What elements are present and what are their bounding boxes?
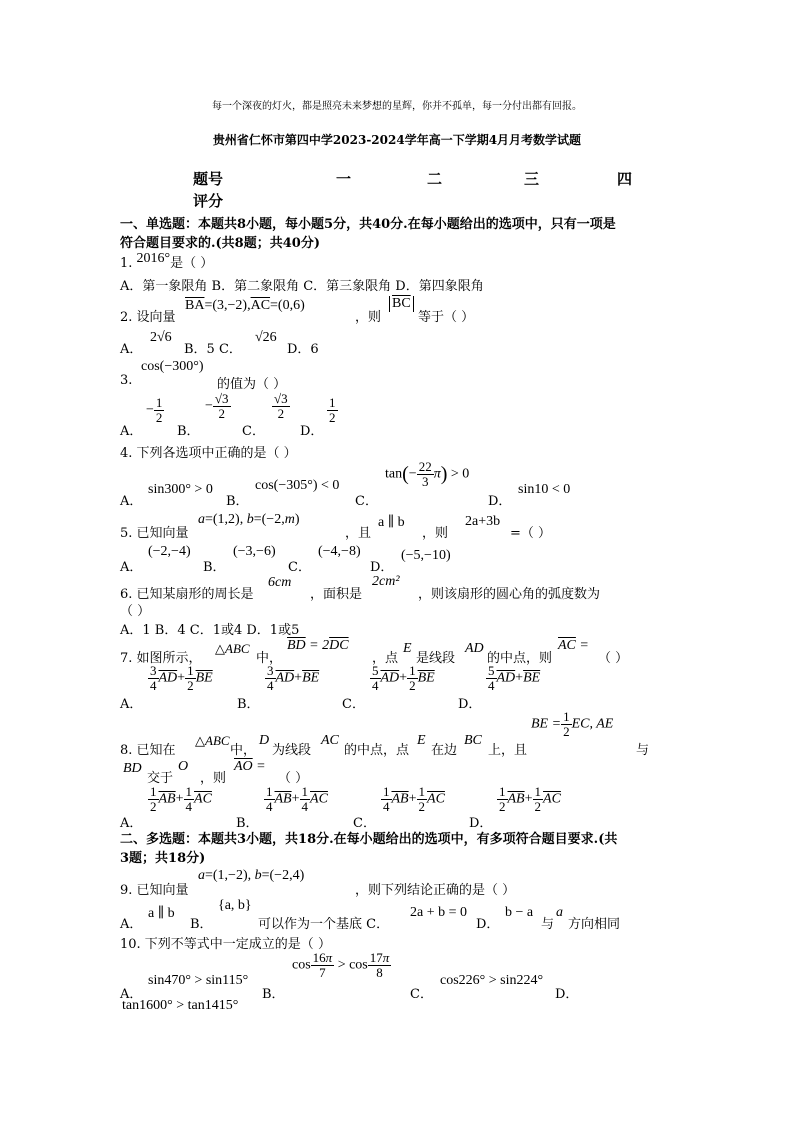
q8-num: 8. 已知在 [120, 743, 176, 758]
q9-option-d-t2: 方向相同 [568, 917, 621, 932]
score-table-header-label: 题号 [193, 170, 224, 188]
q2-tail: 等于（ ） [418, 310, 475, 325]
q5-then: ，则 [422, 526, 449, 541]
q8-t4: 在边 [431, 743, 458, 758]
q8-t8: ，则 [200, 771, 227, 786]
q5-option-a-math: (−2,−4) [148, 544, 191, 559]
q7-ad: AD [465, 641, 484, 656]
q2-math: $\overline{BA}=(3,-2),\overline{AC}=(0,6)$ [185, 298, 305, 313]
q9-option-a-math: a ∥ b [148, 906, 175, 921]
q4-option-c-label: C． [355, 494, 378, 509]
section-1-heading: 一、单选题：本题共8小题，每小题5分，共40分.在每小题给出的选项中，只有一项是 [120, 217, 616, 232]
q8-o: O [178, 759, 189, 774]
question-4: 4. 下列各选项中正确的是（ ） [120, 446, 297, 461]
question-1: 1. 2016°是（ ） [120, 251, 214, 271]
q4-option-a-label: A． [120, 494, 143, 509]
score-table-score-label: 评分 [193, 192, 224, 210]
q9-option-d-math: b − a [505, 905, 534, 920]
q4-option-d-label: D． [488, 494, 512, 509]
q7-option-c-math: $\frac{5}{4}$ $\overline{AD}+$ $\frac{1}{2}$ $\overline{BE}$ [372, 663, 435, 693]
q8-option-b-math: $\frac{1}{4}$ $\overline{AB}+$ $\frac{1}{4}$ $\overline{AC}$ [266, 784, 328, 814]
q4-option-b-math: cos(−305°) < 0 [255, 478, 340, 493]
q8-bd: BD [123, 761, 142, 776]
q6-options: A．1 B．4 C．1或4 D．1或5 [120, 623, 300, 638]
q3-math: cos(−300°) [141, 359, 204, 374]
q3-label-a: A． [120, 424, 143, 439]
q6-tail: ，则该扇形的圆心角的弧度数为 [418, 587, 601, 602]
q7-option-d-math: $\frac{5}{4}$ $\overline{AD}+\overline{BE}$ [488, 663, 541, 693]
q5-option-a-label: A． [120, 560, 143, 575]
score-table-col-1: 一 [336, 170, 352, 188]
section-2-heading-cont: 3题；共18分) [120, 851, 206, 866]
q10-option-c-math: cos226° > sin224° [440, 973, 544, 988]
q8-t1: 中， [230, 743, 257, 758]
q9-option-b-math: {a, b} [218, 898, 252, 913]
q2-option-d: D．6 [287, 342, 319, 357]
q5-cond: a ∥ b [378, 515, 405, 530]
q6-num: 6. 已知某扇形的周长是 [120, 587, 254, 602]
q8-label-c: C． [353, 816, 376, 831]
q9-option-d-a: a [556, 905, 563, 920]
q9-num: 9. 已知向量 [120, 883, 189, 898]
q8-tail: （ ） [278, 771, 309, 786]
q1-math: 2016° [136, 251, 171, 266]
q9-math: a=(1,−2), b=(−2,4) [198, 868, 305, 883]
q9-option-d-t1: 与 [541, 917, 555, 932]
q5-option-d-math: (−5,−10) [401, 548, 451, 563]
q2-option-a-label: A． [120, 342, 143, 357]
q7-label-b: B． [237, 697, 260, 712]
q9-option-d-label: D． [476, 917, 500, 932]
q10-option-d-math: tan1600° > tan1415° [122, 998, 239, 1013]
q3-option-b-frac: − $\frac{√3}{2}$ [205, 391, 229, 421]
q2-option-a-math: 2√6 [150, 330, 172, 345]
motto-text: 每一个深夜的灯火，都是照亮未来梦想的星辉，你并不孤单，每一分付出都有回报。 [212, 101, 582, 112]
q5-math: a=(1,2), b=(−2,m) [198, 512, 300, 527]
q10-option-b-math: cos $\frac{16\pi}{7}$ > cos $\frac{17\pi}{8}$ [292, 950, 390, 980]
q5-tail: =（ ） [510, 526, 552, 541]
q8-t5: 上，且 [488, 743, 528, 758]
q9-option-c-math: 2a + b = 0 [410, 905, 468, 920]
q8-option-d-math: $\frac{1}{2}$ $\overline{AB}+$ $\frac{1}{2}$ $\overline{AC}$ [499, 784, 561, 814]
q7-e: E [403, 641, 412, 656]
q7-mid4: 的中点，则 [487, 651, 553, 666]
q5-option-d-label: D． [370, 560, 394, 575]
q5-expr: 2a+3b [465, 514, 501, 529]
score-table-col-4: 四 [617, 170, 633, 188]
q8-t7: 交于 [147, 771, 174, 786]
q7-option-b-math: $\frac{3}{4}$ $\overline{AD}+\overline{BE}$ [267, 663, 320, 693]
q6-perimeter: 6cm [268, 575, 292, 590]
q8-cond: BE = $\frac{1}{2}$ EC, AE [531, 709, 614, 739]
q10-option-b-label: B． [262, 987, 285, 1002]
q8-option-c-math: $\frac{1}{4}$ $\overline{AB}+$ $\frac{1}{2}$ $\overline{AC}$ [383, 784, 445, 814]
q7-ac: $\overline{AC}$ = [558, 638, 589, 653]
q8-label-a: A． [120, 816, 143, 831]
q3-label-d: D． [300, 424, 324, 439]
q7-triangle: △ABC [215, 641, 250, 656]
q3-num: 3. [120, 373, 133, 388]
q8-e: E [417, 733, 426, 748]
q8-t3: 的中点，点 [344, 743, 410, 758]
question-2: 2. 设向量 [120, 310, 176, 325]
q8-option-a-math: $\frac{1}{2}$ $\overline{AB}+$ $\frac{1}{4}$ $\overline{AC}$ [150, 784, 212, 814]
q6-area: 2cm² [372, 574, 400, 589]
q7-tail: （ ） [598, 651, 629, 666]
q6-mid: ，面积是 [310, 587, 363, 602]
q3-option-a-frac: − $\frac{1}{2}$ [146, 395, 163, 425]
q7-point: ，点 [372, 651, 399, 666]
q4-option-a-math: sin300° > 0 [148, 482, 213, 497]
q8-label-d: D． [469, 816, 493, 831]
q2-option-bc-label: B．5 C． [184, 342, 242, 357]
score-table-col-3: 三 [524, 170, 540, 188]
q7-option-a-math: $\frac{3}{4}$ $\overline{AD}+$ $\frac{1}{2}$ $\overline{BE}$ [150, 663, 213, 693]
q2-abs-bc: $\overline{BC}$ [389, 296, 414, 312]
q7-label-c: C． [342, 697, 365, 712]
q7-mid: 中， [256, 651, 283, 666]
question-1-options: A．第一象限角 B．第二象限角 C．第三象限角 D．第四象限角 [120, 279, 484, 294]
q5-option-b-label: B． [203, 560, 226, 575]
question-10: 10. 下列不等式中一定成立的是（ ） [120, 937, 331, 952]
q8-label-b: B． [236, 816, 259, 831]
q8-d: D [259, 733, 270, 748]
q8-ac: AC [321, 733, 339, 748]
section-1-heading-cont: 符合题目要求的.(共8题；共40分) [120, 236, 320, 251]
q5-and: ，且 [345, 526, 372, 541]
q8-ao: $\overline{AO}$ = [234, 759, 266, 774]
q6-paren: （ ） [120, 604, 151, 619]
q7-label-a: A． [120, 697, 143, 712]
q7-cond: $\overline{BD} = 2\overline{DC}$ [287, 638, 349, 653]
exam-title: 贵州省仁怀市第四中学2023-2024学年高一下学期4月月考数学试题 [212, 133, 582, 147]
q9-tail: ，则下列结论正确的是（ ） [355, 883, 516, 898]
q5-option-b-math: (−3,−6) [233, 544, 276, 559]
q7-num: 7. 如图所示， [120, 651, 202, 666]
q7-seg: 是线段 [416, 651, 456, 666]
q3-label-c: C． [242, 424, 265, 439]
q10-option-d-label: D． [555, 987, 579, 1002]
q4-option-c-math: tan(− $\frac{22}{3}$ π) > 0 [385, 459, 470, 489]
q3-option-c-frac: $\frac{√3}{2}$ [274, 391, 288, 421]
q5-num: 5. 已知向量 [120, 526, 189, 541]
q3-label-b: B． [177, 424, 200, 439]
q9-option-a-label: A． [120, 917, 143, 932]
q10-option-a-math: sin470° > sin115° [148, 973, 249, 988]
q5-option-c-label: C． [288, 560, 311, 575]
q9-option-b-text: 可以作为一个基底 C． [258, 917, 390, 932]
q3-tail: 的值为（ ） [217, 377, 287, 392]
q8-bc: BC [464, 733, 482, 748]
q3-option-d-frac: $\frac{1}{2}$ [329, 395, 336, 425]
q2-then: ，则 [355, 310, 382, 325]
section-2-heading: 二、多选题：本题共3小题，共18分.在每小题给出的选项中，有多项符合题目要求.(共 [120, 832, 618, 847]
q10-option-a-label: A． [120, 987, 143, 1002]
q8-triangle: △ABC [195, 733, 230, 748]
q9-option-b-label: B． [190, 917, 213, 932]
q8-t6: 与 [636, 743, 650, 758]
q4-option-d-math: sin10 < 0 [518, 482, 571, 497]
q7-label-d: D． [458, 697, 482, 712]
q2-option-c-math: √26 [255, 330, 277, 345]
q8-t2: 为线段 [272, 743, 312, 758]
q5-option-c-math: (−4,−8) [318, 544, 361, 559]
q10-option-c-label: C． [410, 987, 433, 1002]
score-table-col-2: 二 [427, 170, 443, 188]
q4-option-b-label: B． [226, 494, 249, 509]
